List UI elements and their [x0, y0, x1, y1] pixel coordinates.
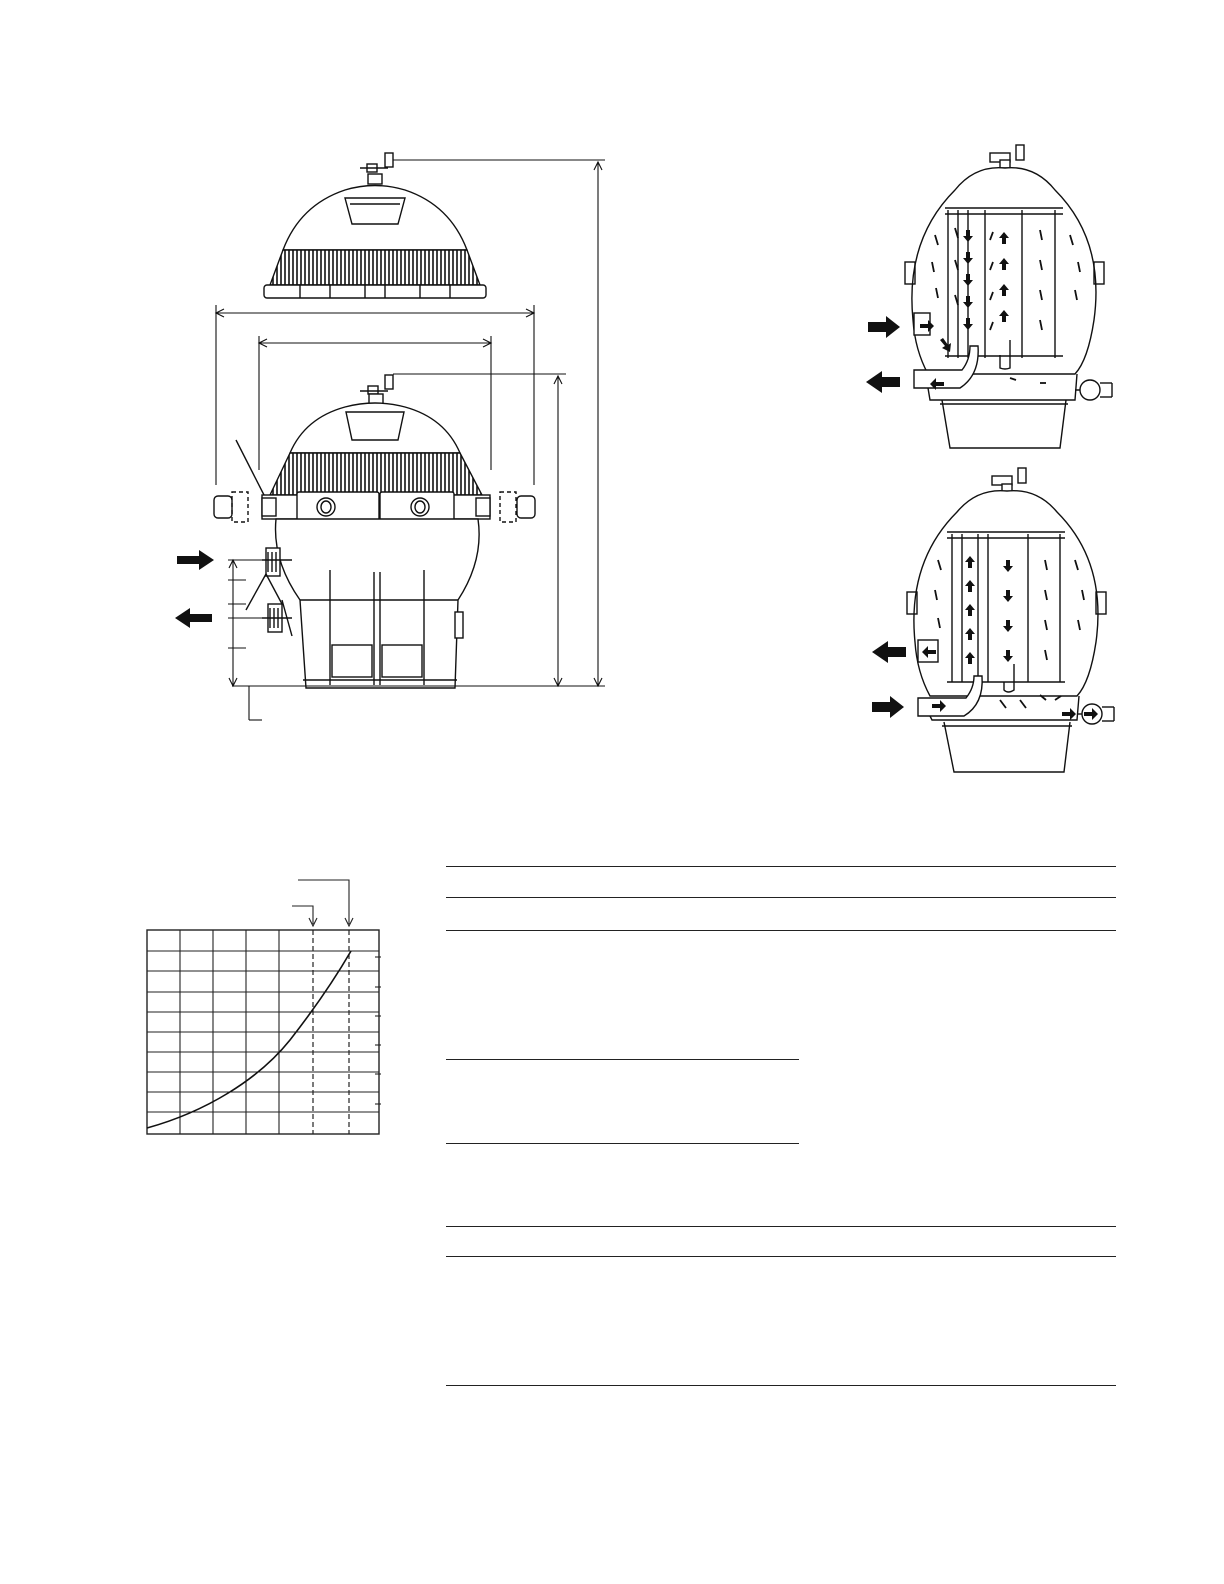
table-rule-8 — [446, 1385, 1116, 1386]
flow-cutaway-bottom — [872, 468, 1114, 772]
table-rule-5 — [446, 1143, 799, 1144]
outlet-arrow-icon — [866, 371, 900, 393]
flow-cutaway-top — [866, 145, 1112, 448]
filter-tank-icon — [214, 375, 535, 688]
graph-gridlines — [147, 930, 379, 1134]
flow-in-arrow-icon — [177, 550, 214, 570]
table-rule-4 — [446, 1059, 799, 1060]
pressure-drop-curve — [147, 951, 351, 1128]
tank-cutaway-icon — [905, 145, 1112, 448]
pressure-flow-graph — [147, 880, 381, 1134]
dome-lid-icon — [264, 153, 486, 298]
inlet-arrow-icon — [868, 316, 900, 338]
table-rule-2 — [446, 897, 1116, 898]
table-rule-6 — [446, 1226, 1116, 1227]
inlet-arrow-icon — [872, 696, 904, 718]
table-rule-3 — [446, 930, 1116, 931]
flow-out-arrow-icon — [175, 608, 212, 628]
graph-right-ticks — [375, 957, 381, 1104]
dimension-drawing — [175, 153, 605, 720]
table-rule-7 — [446, 1256, 1116, 1257]
table-rule-1 — [446, 866, 1116, 867]
graph-limit-leaders — [292, 880, 353, 926]
outlet-arrow-icon — [872, 641, 906, 663]
